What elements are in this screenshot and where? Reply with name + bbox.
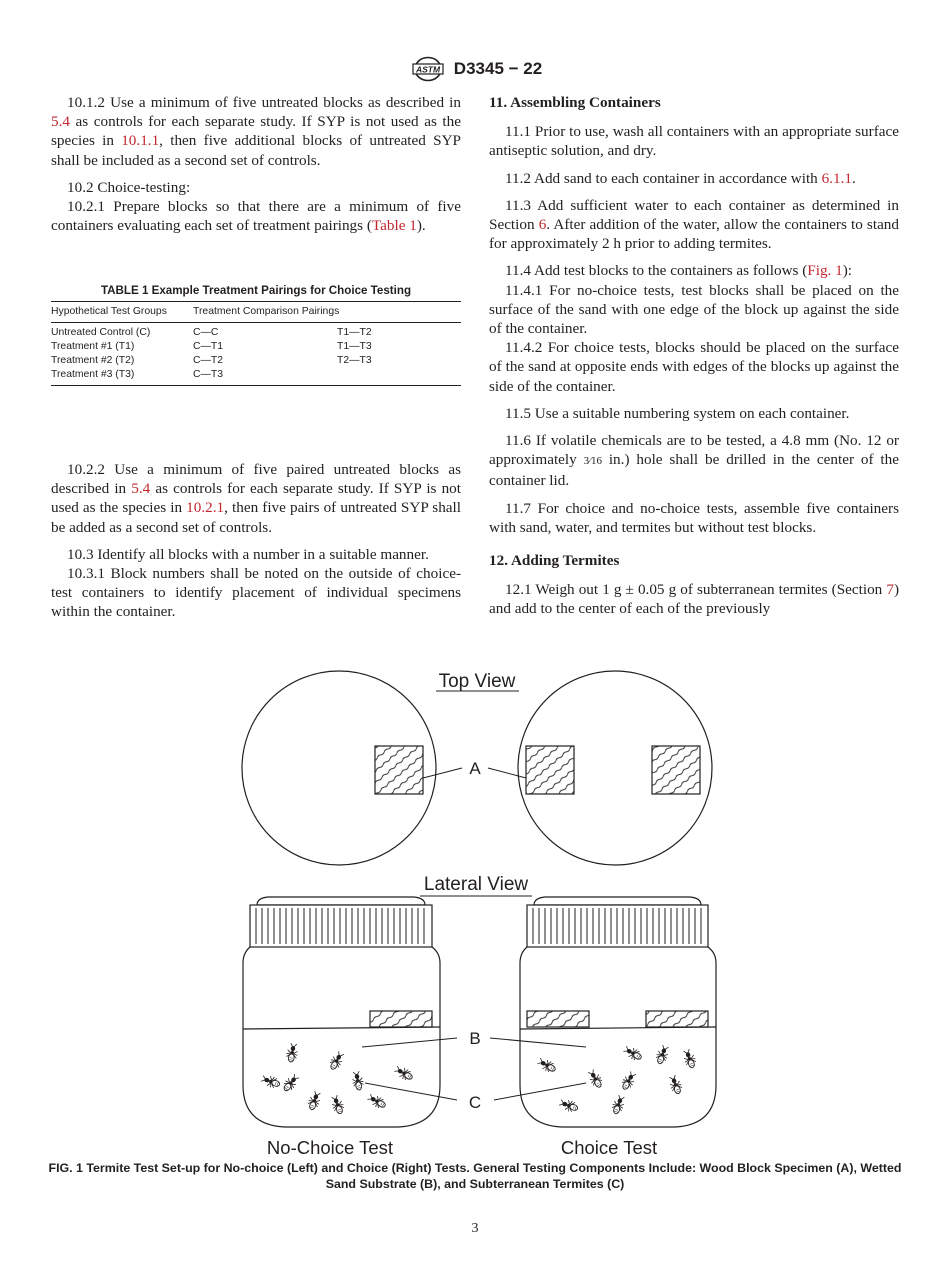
table-cell-pair1: C—C (193, 327, 219, 338)
figure-1 (230, 655, 720, 1160)
link-fig-1[interactable]: Fig. 1 (807, 262, 843, 280)
table-bottom-rule (51, 385, 461, 386)
document-designation: D3345 − 22 (453, 59, 543, 78)
paragraph-11-3: 11.3 Add sufficient water to each container as determined in Section 6. After addition of the water, allow the containers to stand for approximately 2 h prior to adding termites. (489, 196, 899, 253)
paragraph-11-2: 11.2 Add sand to each container in accordance with 6.1.1. (505, 169, 856, 187)
label-b: B (469, 1029, 481, 1048)
leader-a-left (423, 768, 462, 778)
termites-no-choice (260, 1043, 414, 1116)
top-view-block-choice-right (652, 746, 700, 794)
table-1 (51, 284, 461, 386)
table-cell-group: Treatment #3 (T3) (51, 369, 135, 380)
link-section-6[interactable]: 6 (538, 216, 547, 234)
paragraph-10-1-2: 10.1.2 Use a minimum of five untreated blocks as described in 5.4 as controls for each separate study. If SYP is not used as the species in 10.1.1, then five additional blocks of untreated SYP shall be included as a second set of controls. (51, 94, 461, 169)
table-header-row (51, 305, 461, 318)
paragraph-11-7: 11.7 For choice and no-choice tests, assemble five containers with sand, water, and termites but without test blocks. (489, 499, 899, 536)
paragraph-11-4-2: 11.4.2 For choice tests, blocks should be placed on the surface of the sand at opposite ends with edges of the blocks up against the side of the container. (489, 339, 899, 395)
link-5-4-b[interactable]: 5.4 (131, 480, 151, 498)
table-cell-pair2: T2—T3 (337, 355, 372, 366)
top-view-label: Top View (438, 671, 516, 692)
leader-c-right (494, 1083, 586, 1100)
table-row (51, 368, 461, 382)
link-table-1[interactable]: Table 1 (371, 217, 417, 235)
leader-b-left (362, 1038, 457, 1047)
paragraph-12-1: 12.1 Weigh out 1 g ± 0.05 g of subterranean termites (Section 7) and add to the center of each of the previously (489, 581, 899, 618)
paragraph-11-5: 11.5 Use a suitable numbering system on each container. (505, 404, 850, 422)
table-caption: TABLE 1 Example Treatment Pairings for Choice Testing (100, 284, 412, 297)
termites-choice (536, 1044, 698, 1115)
label-c: C (468, 1093, 482, 1112)
table-row (51, 326, 461, 340)
leader-b-right (490, 1038, 586, 1047)
section-heading-11: 11. Assembling Containers (489, 94, 661, 111)
table-cell-pair1: C—T3 (193, 369, 224, 380)
table-cell-pair1: C—T2 (193, 355, 224, 366)
paragraph-10-3-1: 10.3.1 Block numbers shall be noted on the outside of choice-test containers to identify placement of individual specimens within the container. (51, 565, 461, 621)
link-section-7[interactable]: 7 (886, 581, 894, 599)
table-cell-group: Treatment #1 (T1) (51, 341, 135, 352)
paragraph-10-2-1: 10.2.1 Prepare blocks so that there are a minimum of five containers evaluating each set of treatment pairings (Table 1). (51, 198, 461, 235)
figure-caption: FIG. 1 Termite Test Set-up for No-choice (Left) and Choice (Right) Tests. General Testing Components Include: Wood Block Specimen (A), Wetted Sand Substrate (B), and Subterranean Termites (C) (48, 1161, 902, 1191)
leader-a-right (488, 768, 526, 778)
paragraph-11-6: 11.6 If volatile chemicals are to be tested, a 4.8 mm (No. 12 or approximately 3⁄16 in.) hole shall be drilled in the center of the container lid. (489, 432, 899, 490)
page-header (0, 56, 950, 82)
table-header-rule (51, 322, 461, 323)
left-column-lower (51, 460, 461, 630)
top-view-block-no-choice (375, 746, 423, 794)
table-row (51, 354, 461, 368)
no-choice-test-label: No-Choice Test (266, 1137, 394, 1158)
table-cell-pair2: T1—T3 (337, 341, 372, 352)
table-cell-pair1: C—T1 (193, 341, 224, 352)
lateral-view-label: Lateral View (423, 874, 529, 895)
top-view-block-choice-left (526, 746, 574, 794)
fraction-3-16: 3⁄16 (583, 455, 602, 468)
left-column-upper (51, 93, 461, 243)
astm-logo-text: ASTM (415, 64, 440, 75)
leader-c-left (365, 1083, 457, 1100)
paragraph-11-4: 11.4 Add test blocks to the containers as follows (Fig. 1): (505, 262, 853, 280)
table-header-col2: Treatment Comparison Pairings (193, 306, 340, 317)
table-cell-pair2: T1—T2 (337, 327, 372, 338)
link-10-1-1[interactable]: 10.1.1 (121, 132, 160, 150)
paragraph-10-2-2: 10.2.2 Use a minimum of five paired untreated blocks as described in 5.4 as controls for each separate study. If SYP is not used as the species in 10.2.1, then five pairs of untreated SYP shall be added as a second set of controls. (51, 461, 461, 536)
link-10-2-1[interactable]: 10.2.1 (186, 499, 225, 517)
paragraph-11-1: 11.1 Prior to use, wash all containers with an appropriate surface antiseptic solution, and dry. (489, 123, 899, 160)
choice-jar (520, 897, 716, 1127)
table-header-col1: Hypothetical Test Groups (51, 306, 167, 317)
table-cell-group: Untreated Control (C) (51, 327, 151, 338)
table-body (51, 326, 461, 382)
paragraph-10-2: 10.2 Choice-testing: (67, 178, 191, 196)
table-row (51, 340, 461, 354)
page-number: 3 (471, 1221, 479, 1236)
table-cell-pair2 (337, 368, 457, 382)
paragraph-10-3: 10.3 Identify all blocks with a number in a suitable manner. (67, 545, 429, 563)
choice-test-label: Choice Test (560, 1137, 658, 1158)
right-column (489, 93, 899, 627)
link-6-1-1[interactable]: 6.1.1 (821, 169, 852, 187)
no-choice-jar (243, 897, 440, 1127)
label-a: A (469, 759, 481, 778)
astm-logo-icon (408, 56, 448, 82)
section-heading-12: 12. Adding Termites (489, 552, 620, 570)
paragraph-11-4-1: 11.4.1 For no-choice tests, test blocks shall be placed on the surface of the sand with one edge of the block up against the side of the container. (489, 281, 899, 338)
table-cell-group: Treatment #2 (T2) (51, 355, 135, 366)
table-top-rule (51, 301, 461, 302)
link-5-4[interactable]: 5.4 (51, 113, 70, 131)
